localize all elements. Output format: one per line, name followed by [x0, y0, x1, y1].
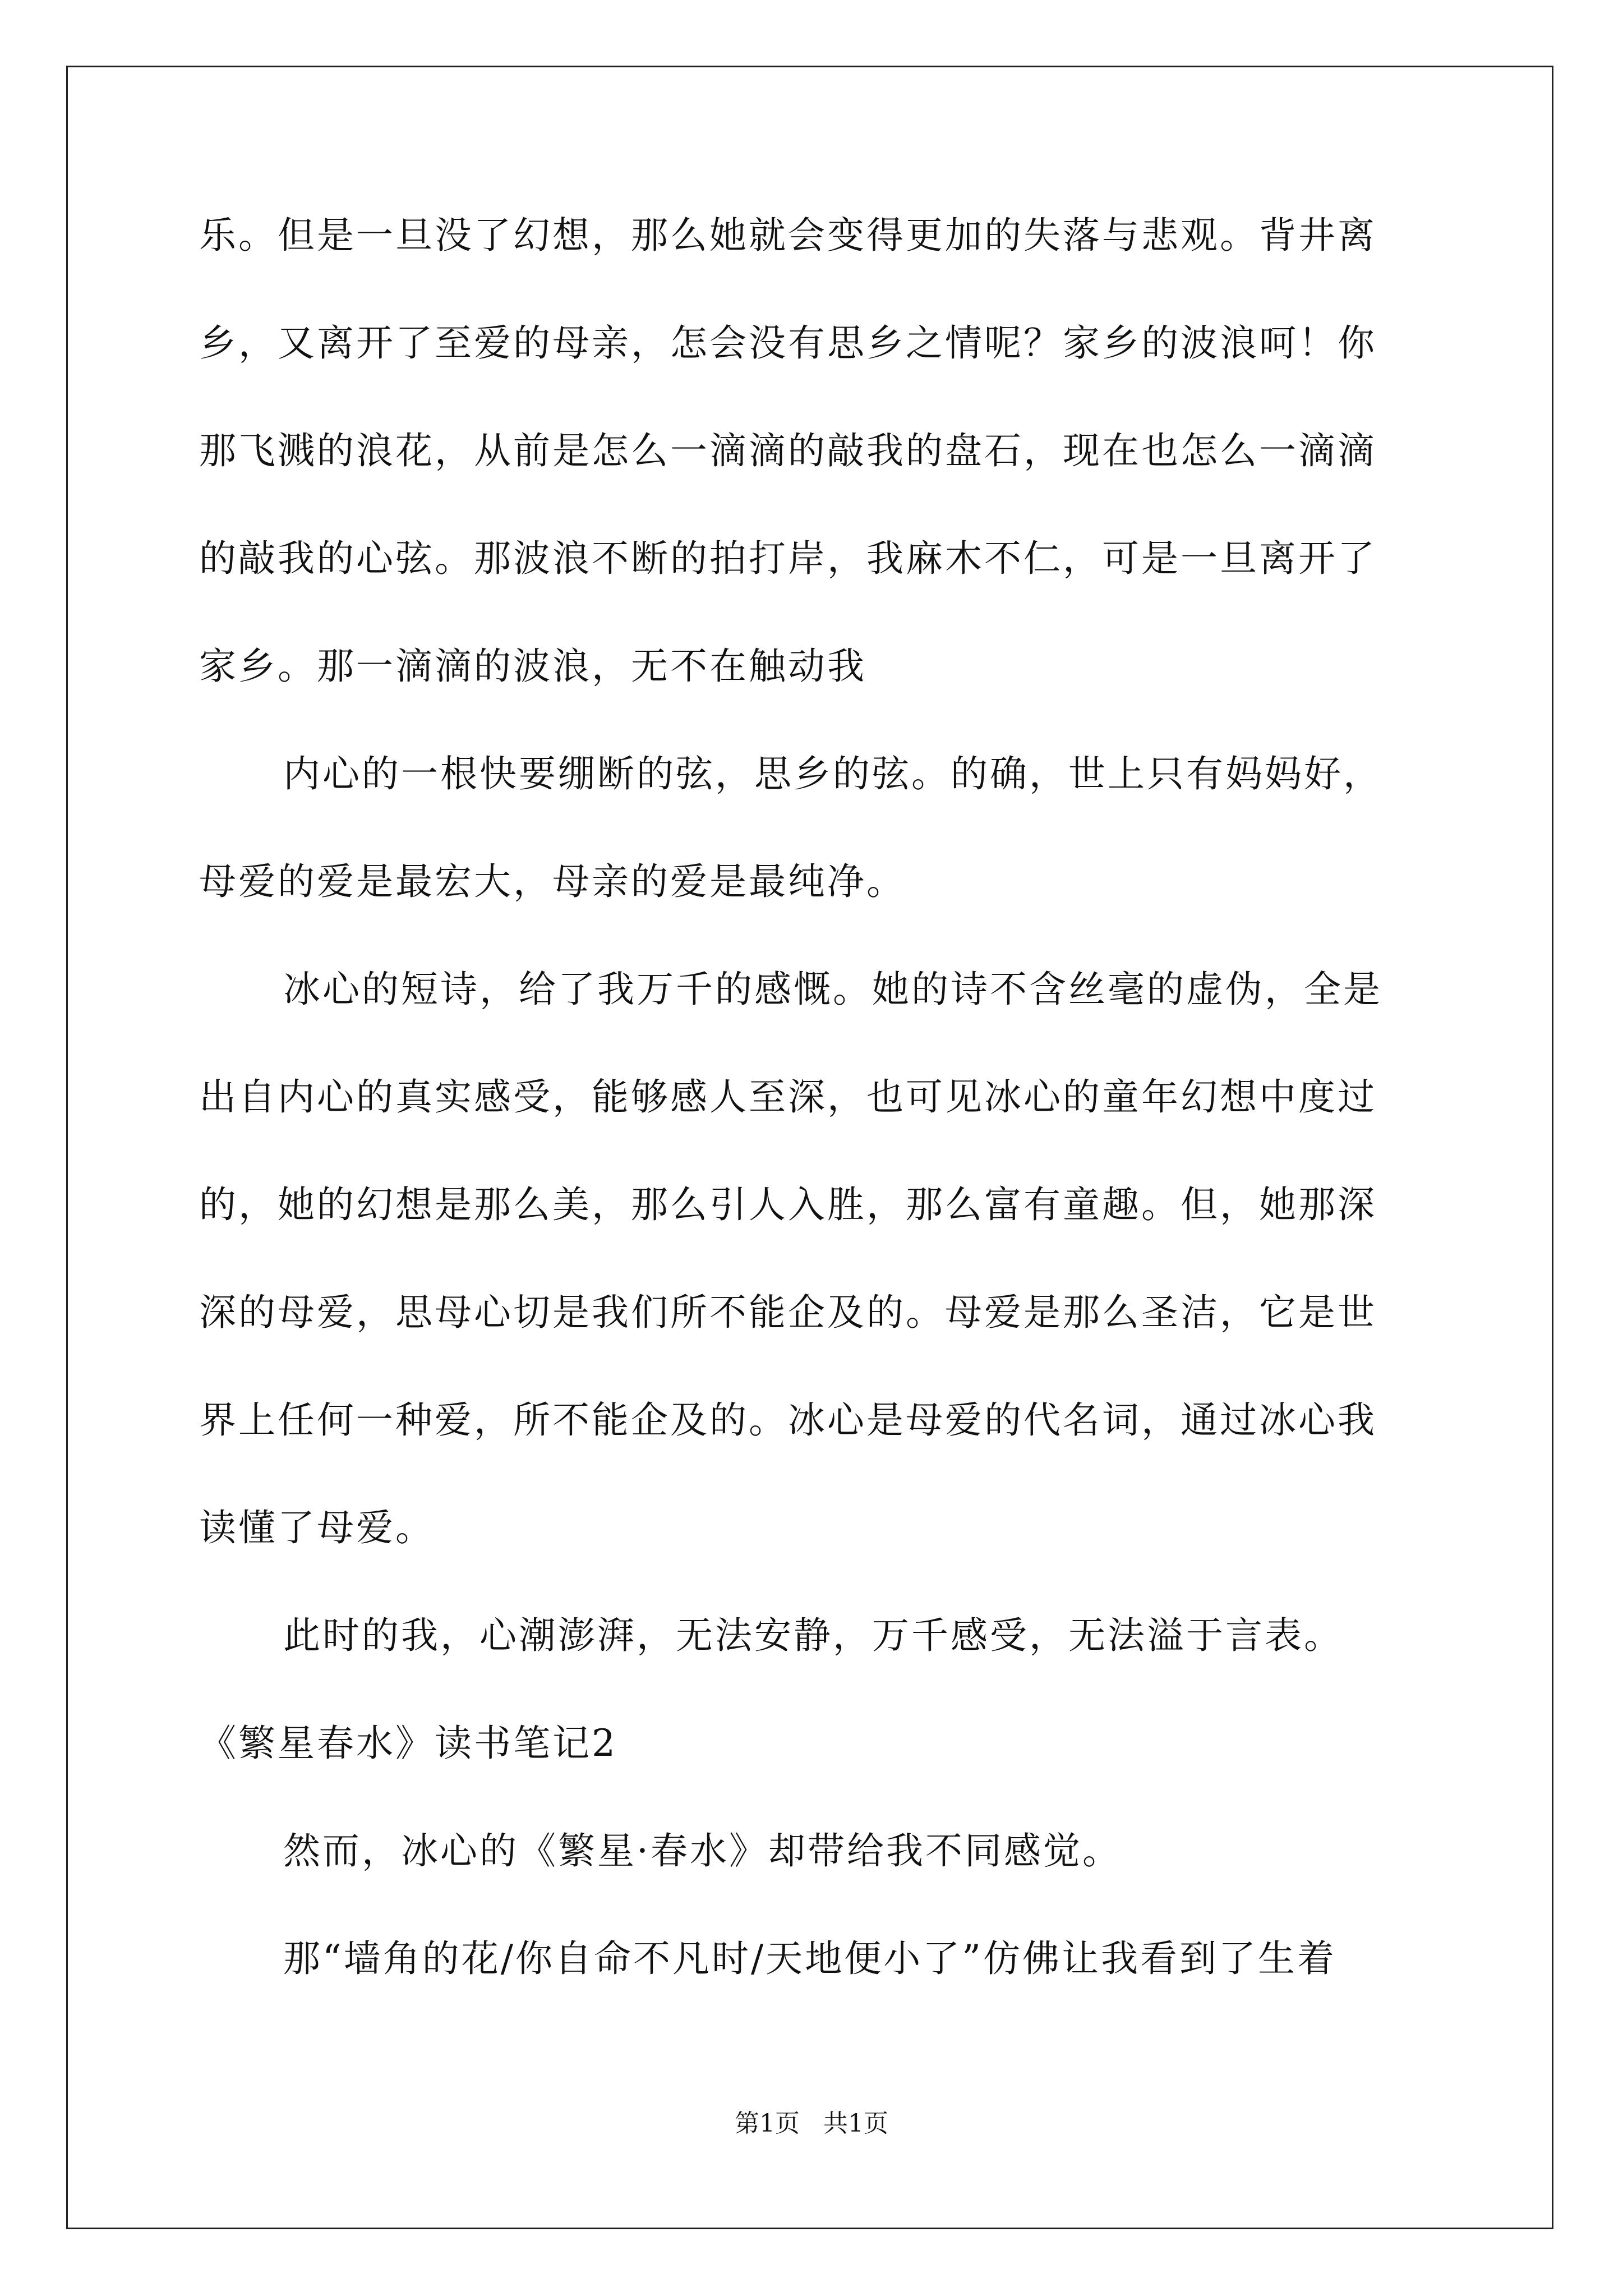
text-line: 此时的我，心潮澎湃，无法安静，万千感受，无法溢于言表。: [283, 1614, 1343, 1657]
text-line: 出自内心的真实感受，能够感人至深，也可见冰心的童年幻想中度过: [199, 1075, 1377, 1119]
text-line: 界上任何一种爱，所不能企及的。冰心是母爱的代名词，通过冰心我: [199, 1398, 1377, 1442]
text-line: 然而，冰心的《繁星·春水》却带给我不同感觉。: [283, 1829, 1122, 1872]
text-line: 的敲我的心弦。那波浪不断的拍打岸，我麻木不仁，可是一旦离开了: [199, 537, 1377, 580]
text-line: 深的母爱，思母心切是我们所不能企及的。母爱是那么圣洁，它是世: [199, 1291, 1377, 1334]
text-line: 那“墙角的花/你自命不凡时/天地便小了”仿佛让我看到了生着: [283, 1937, 1336, 1980]
text-line: 母爱的爱是最宏大，母亲的爱是最纯净。: [199, 860, 906, 903]
page-number-total: 共1页: [823, 2109, 888, 2138]
page-border: [66, 66, 1553, 2229]
section-heading: 《繁星春水》读书笔记2: [199, 1722, 617, 1765]
page-footer: [0, 2108, 1623, 2139]
page-number-current: 第1页: [735, 2109, 800, 2138]
text-line: 乡，又离开了至爱的母亲，怎会没有思乡之情呢？家乡的波浪呵！你: [199, 321, 1377, 365]
text-line: 家乡。那一滴滴的波浪，无不在触动我: [199, 645, 866, 688]
text-line: 冰心的短诗，给了我万千的感慨。她的诗不含丝毫的虚伪，全是: [283, 968, 1382, 1011]
text-line: 乐。但是一旦没了幻想，那么她就会变得更加的失落与悲观。背井离: [199, 214, 1377, 257]
text-line: 内心的一根快要绷断的弦，思乡的弦。的确，世上只有妈妈好，: [283, 752, 1382, 795]
text-line: 的，她的幻想是那么美，那么引人入胜，那么富有童趣。但，她那深: [199, 1183, 1377, 1226]
text-line: 读懂了母爱。: [199, 1506, 435, 1549]
text-line: 那飞溅的浪花，从前是怎么一滴滴的敲我的盘石，现在也怎么一滴滴: [199, 429, 1377, 472]
